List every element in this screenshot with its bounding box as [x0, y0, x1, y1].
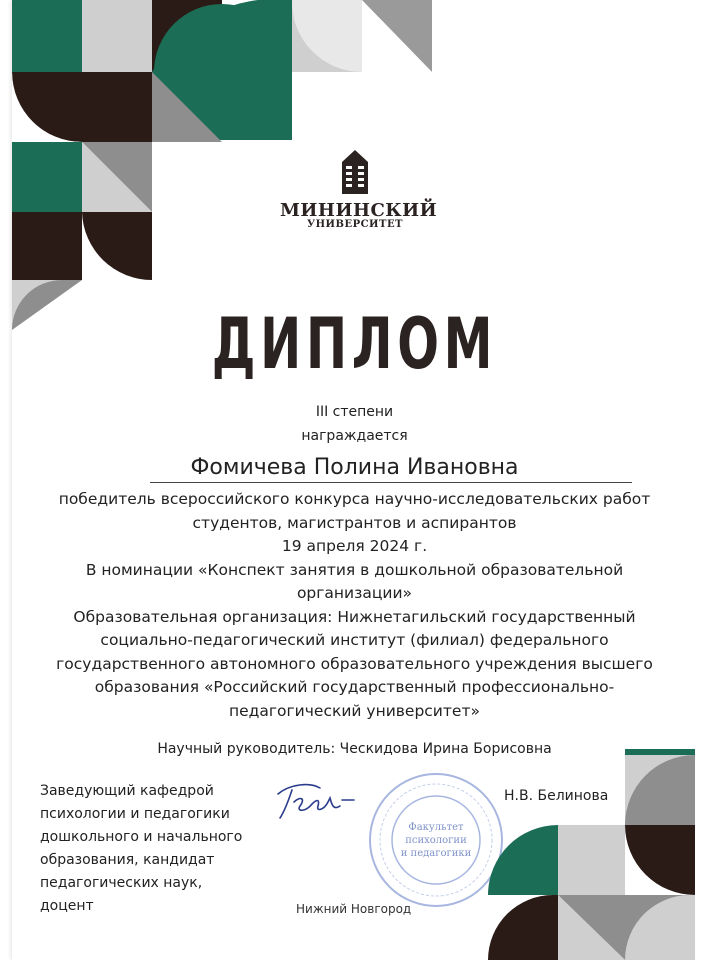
body-line: студентов, магистрантов и аспирантов — [192, 513, 517, 532]
body-line: государственного автономного образовательного учреждения высшего — [56, 654, 653, 673]
stamp-line: Факультет — [408, 822, 464, 833]
signatory-line: дошкольного и начального — [40, 829, 243, 845]
faculty-stamp — [366, 770, 506, 910]
signatory-line: педагогических наук, — [40, 875, 203, 891]
body-line: педагогический университет» — [229, 701, 480, 720]
body-line: 19 апреля 2024 г. — [281, 537, 428, 555]
awarded-text: награждается — [301, 428, 408, 444]
body-line: В номинации «Конспект занятия в дошкольной образовательной — [85, 560, 624, 579]
award-description — [20, 488, 689, 723]
handwritten-signature — [270, 776, 370, 826]
signatory-line: доцент — [40, 898, 94, 914]
body-line: организации» — [296, 584, 413, 602]
decorative-pattern-bottom-right — [488, 749, 695, 960]
body-line: социально-педагогический институт (филиал) федерального — [100, 631, 609, 649]
city-name: Нижний Новгород — [296, 902, 412, 916]
body-line: образования «Российский государственный профессионально- — [94, 678, 615, 696]
logo-name: МИНИНСКИЙ — [280, 200, 438, 221]
university-logo — [280, 150, 438, 230]
supervisor-line: Научный руководитель: Ческидова Ирина Борисовна — [157, 741, 552, 757]
signatory-position — [40, 780, 242, 918]
body-line: победитель всероссийского конкурса научно-исследовательских работ — [58, 490, 651, 508]
stamp-line: и педагогики — [400, 848, 472, 859]
name-underline — [150, 482, 632, 483]
signer-name: Н.В. Белинова — [504, 788, 609, 804]
stamp-line: психологии — [405, 835, 467, 846]
university-tower-icon — [340, 150, 370, 194]
logo-subtitle: УНИВЕРСИТЕТ — [306, 219, 404, 230]
signatory-line: образования, кандидат — [40, 852, 215, 868]
signatory-line: Заведующий кафедрой — [40, 783, 214, 799]
signatory-line: психологии и педагогики — [40, 806, 230, 822]
body-line: Образовательная организация: Нижнетагильский государственный — [73, 607, 636, 626]
recipient-name: Фомичева Полина Ивановна — [190, 455, 519, 480]
degree-text: III степени — [315, 404, 394, 420]
diploma-title: ДИПЛОМ — [211, 303, 498, 385]
